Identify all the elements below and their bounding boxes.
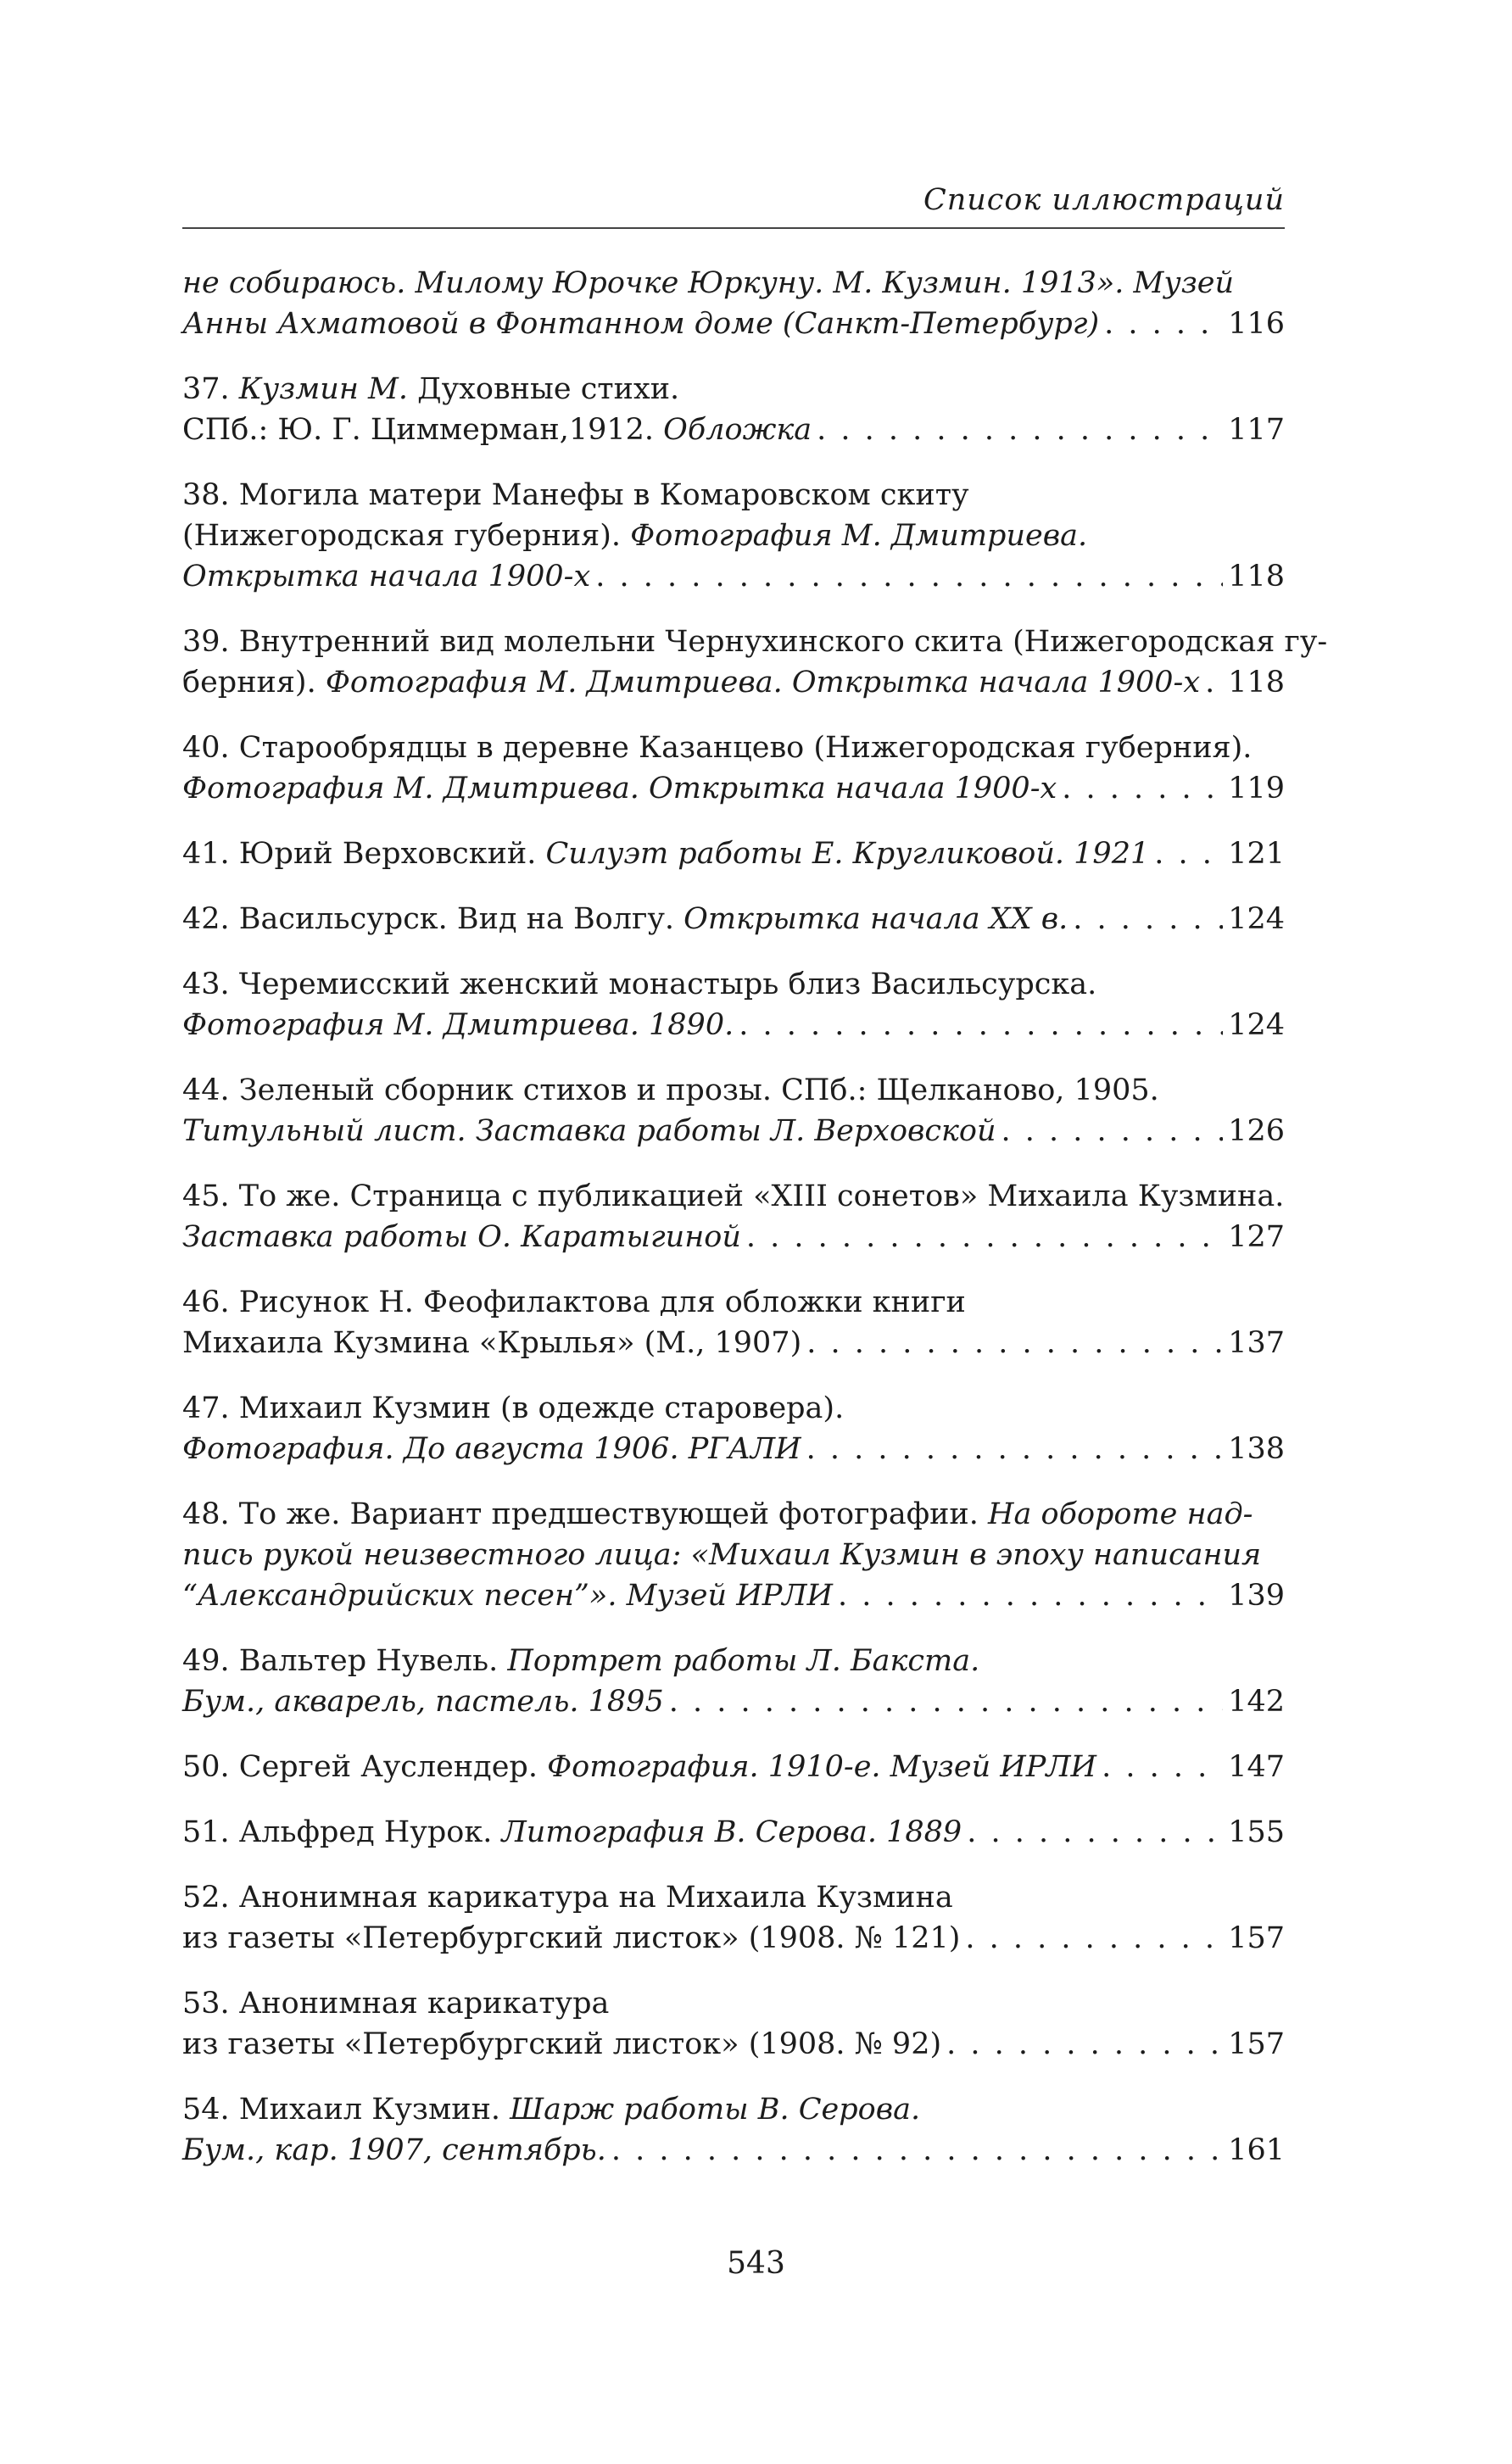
page-reference: 157	[1228, 1921, 1285, 1955]
italic-text: Заставка работы О. Каратыгиной	[182, 1220, 741, 1254]
entry-line	[182, 964, 1285, 1005]
list-entry	[182, 899, 1285, 939]
list-entry	[182, 1494, 1285, 1616]
list-entry	[182, 1983, 1285, 2065]
roman-text: 53. Анонимная карикатура	[182, 1987, 610, 2021]
entry-text	[182, 1388, 844, 1429]
entry-text	[182, 2130, 606, 2171]
entry-line	[182, 1070, 1285, 1111]
roman-text: 41. Юрий Верховский.	[182, 837, 546, 871]
entry-line	[182, 2024, 1285, 2065]
dot-leader	[1205, 662, 1223, 703]
italic-text: “Александрийских песен”». Музей ИРЛИ	[182, 1579, 833, 1613]
list-entry	[182, 1641, 1285, 1722]
entry-text	[182, 662, 1200, 703]
entry-line	[182, 1747, 1285, 1787]
italic-text: Анны Ахматовой в Фонтанном доме (Санкт-Петербург)	[182, 307, 1100, 341]
list-entry	[182, 1747, 1285, 1787]
roman-text: 49. Вальтер Нувель.	[182, 1644, 508, 1678]
entry-line	[182, 556, 1285, 597]
page-reference: 118	[1228, 560, 1285, 594]
roman-text: 40. Старообрядцы в деревне Казанцево (Нижегородская губерния).	[182, 731, 1253, 765]
entry-line	[182, 899, 1285, 939]
page-reference: 118	[1228, 666, 1285, 700]
roman-text: Михаила Кузмина «Крылья» (М., 1907)	[182, 1326, 802, 1360]
entry-line	[182, 1983, 1285, 2024]
entry-line	[182, 1535, 1285, 1575]
roman-text: Духовные стихи.	[407, 372, 680, 406]
entry-line	[182, 516, 1285, 556]
entry-text	[182, 1747, 1096, 1787]
italic-text: Фотография М. Дмитриева. Открытка начала 1900-х	[325, 666, 1201, 700]
page-reference: 127	[1228, 1220, 1285, 1254]
roman-text: 39. Внутренний вид молельни Чернухинского скита (Нижегородская гу-	[182, 625, 1328, 659]
roman-text: 52. Анонимная карикатура на Михаила Кузмина	[182, 1881, 953, 1915]
page-reference: 142	[1228, 1685, 1285, 1719]
italic-text: пись рукой неизвестного лица: «Михаил Кузмин в эпоху написания	[182, 1538, 1262, 1572]
italic-text: Фотография М. Дмитриева.	[630, 519, 1088, 553]
page-reference: 124	[1228, 1008, 1285, 1042]
entry-text	[182, 1217, 741, 1257]
entry-text	[182, 369, 679, 410]
entry-line	[182, 1282, 1285, 1323]
entry-line	[182, 833, 1285, 874]
entry-text	[182, 1282, 966, 1323]
dot-leader	[946, 2024, 1223, 2065]
roman-text: 44. Зеленый сборник стихов и прозы. СПб.: Щелканово, 1905.	[182, 1073, 1159, 1107]
entry-line	[182, 1111, 1285, 1151]
list-entry	[182, 1282, 1285, 1363]
page-reference: 126	[1228, 1114, 1285, 1148]
dot-leader	[806, 1323, 1223, 1363]
list-entry	[182, 1070, 1285, 1151]
entry-text	[182, 263, 1234, 304]
entry-text	[182, 556, 590, 597]
page-reference: 157	[1228, 2027, 1285, 2061]
entry-text	[182, 1005, 734, 1045]
dot-leader	[965, 1918, 1223, 1959]
entry-text	[182, 1812, 962, 1853]
entry-text	[182, 2089, 920, 2130]
entry-text	[182, 899, 1068, 939]
dot-leader	[1102, 1747, 1223, 1787]
page-reference: 116	[1228, 307, 1285, 341]
list-entry	[182, 1877, 1285, 1959]
entry-line	[182, 1877, 1285, 1918]
list-entry	[182, 263, 1285, 344]
entry-text	[182, 1323, 801, 1363]
entry-line	[182, 475, 1285, 516]
entry-text	[182, 1429, 801, 1469]
entry-line	[182, 1918, 1285, 1959]
italic-text: Кузмин М.	[238, 372, 408, 406]
roman-text: (Нижегородская губерния).	[182, 519, 631, 553]
entry-text	[182, 1918, 960, 1959]
dot-leader	[611, 2130, 1223, 2171]
roman-text: 54. Михаил Кузмин.	[182, 2093, 511, 2127]
dot-leader	[595, 556, 1223, 597]
entry-text	[182, 1535, 1261, 1575]
entry-line	[182, 1005, 1285, 1045]
list-entry	[182, 1388, 1285, 1469]
italic-text: Фотография. До августа 1906. РГАЛИ	[182, 1432, 801, 1466]
entry-line	[182, 1323, 1285, 1363]
entry-line	[182, 369, 1285, 410]
entry-text	[182, 1575, 833, 1616]
page-number: 543	[727, 2246, 785, 2281]
roman-text: 37.	[182, 372, 239, 406]
entry-line	[182, 768, 1285, 809]
page-reference: 155	[1228, 1815, 1285, 1849]
roman-text: берния).	[182, 666, 326, 700]
illustration-list	[182, 263, 1328, 2195]
page-reference: 139	[1228, 1579, 1285, 1613]
list-entry	[182, 2089, 1285, 2171]
roman-text: 47. Михаил Кузмин (в одежде старовера).	[182, 1391, 845, 1425]
italic-text: На обороте над-	[988, 1497, 1253, 1531]
list-entry	[182, 369, 1285, 450]
dot-leader	[1154, 833, 1223, 874]
entry-text	[182, 410, 812, 450]
entry-text	[182, 768, 1057, 809]
dot-leader	[746, 1217, 1223, 1257]
entry-line	[182, 410, 1285, 450]
page-reference: 161	[1228, 2133, 1285, 2167]
entry-text	[182, 475, 969, 516]
dot-leader	[1001, 1111, 1224, 1151]
italic-text: Титульный лист. Заставка работы Л. Верховской	[182, 1114, 996, 1148]
italic-text: не собираюсь. Милому Юрочке Юркуну. М. Кузмин. 1913». Музей	[182, 266, 1235, 300]
entry-text	[182, 1983, 609, 2024]
dot-leader	[669, 1681, 1223, 1722]
entry-text	[182, 1070, 1159, 1111]
dot-leader	[739, 1005, 1223, 1045]
entry-text	[182, 727, 1252, 768]
roman-text: 51. Альфред Нурок.	[182, 1815, 502, 1849]
italic-text: Фотография М. Дмитриева. Открытка начала 1900-х	[182, 772, 1057, 806]
italic-text: Бум., кар. 1907, сентябрь.	[182, 2133, 606, 2167]
entry-text	[182, 1877, 953, 1918]
list-entry	[182, 964, 1285, 1045]
roman-text: СПб.: Ю. Г. Циммерман,1912.	[182, 413, 664, 447]
dot-leader	[817, 410, 1223, 450]
list-entry	[182, 1812, 1285, 1853]
list-entry	[182, 1176, 1285, 1257]
entry-line	[182, 662, 1285, 703]
list-entry	[182, 475, 1285, 597]
entry-text	[182, 1494, 1253, 1535]
entry-text	[182, 2024, 941, 2065]
page-reference: 124	[1228, 902, 1285, 936]
page-reference: 119	[1228, 772, 1285, 806]
italic-text: Бум., акварель, пастель. 1895	[182, 1685, 664, 1719]
italic-text: Открытка начала 1900-х	[182, 560, 591, 594]
entry-line	[182, 1812, 1285, 1853]
entry-line	[182, 1388, 1285, 1429]
page-reference: 147	[1228, 1750, 1285, 1784]
page-reference: 138	[1228, 1432, 1285, 1466]
dot-leader	[967, 1812, 1223, 1853]
entry-line	[182, 2130, 1285, 2171]
roman-text: 45. То же. Страница с публикацией «XIII сонетов» Михаила Кузмина.	[182, 1179, 1285, 1213]
list-entry	[182, 727, 1285, 809]
page-reference: 137	[1228, 1326, 1285, 1360]
entry-line	[182, 1641, 1285, 1681]
dot-leader	[1062, 768, 1223, 809]
entry-text	[182, 1641, 979, 1681]
list-entry	[182, 833, 1285, 874]
dot-leader	[1104, 304, 1223, 344]
running-header: Список иллюстраций	[923, 183, 1285, 217]
entry-line	[182, 1217, 1285, 1257]
roman-text: 50. Сергей Ауслендер.	[182, 1750, 548, 1784]
italic-text: Силуэт работы Е. Кругликовой. 1921	[545, 837, 1150, 871]
entry-line	[182, 1575, 1285, 1616]
entry-text	[182, 1681, 664, 1722]
entry-text	[182, 516, 1087, 556]
italic-text: Обложка	[663, 413, 812, 447]
dot-leader	[806, 1429, 1224, 1469]
entry-text	[182, 1176, 1284, 1217]
header-rule	[182, 227, 1285, 229]
italic-text: Фотография. 1910-е. Музей ИРЛИ	[547, 1750, 1097, 1784]
entry-line	[182, 1429, 1285, 1469]
roman-text: 38. Могила матери Манефы в Комаровском скиту	[182, 478, 969, 512]
roman-text: из газеты «Петербургский листок» (1908. № 121)	[182, 1921, 961, 1955]
roman-text: 42. Васильсурск. Вид на Волгу.	[182, 902, 684, 936]
entry-text	[182, 622, 1327, 662]
entry-line	[182, 1494, 1285, 1535]
entry-text	[182, 1111, 996, 1151]
italic-text: Шарж работы В. Серова.	[510, 2093, 921, 2127]
italic-text: Фотография М. Дмитриева. 1890.	[182, 1008, 734, 1042]
dot-leader	[838, 1575, 1223, 1616]
entry-line	[182, 1681, 1285, 1722]
entry-line	[182, 263, 1285, 304]
entry-text	[182, 833, 1149, 874]
entry-text	[182, 304, 1099, 344]
page-reference: 117	[1228, 413, 1285, 447]
dot-leader	[1073, 899, 1223, 939]
italic-text: Портрет работы Л. Бакста.	[507, 1644, 980, 1678]
italic-text: Открытка начала XX в.	[683, 902, 1068, 936]
list-entry	[182, 622, 1328, 703]
roman-text: 46. Рисунок Н. Феофилактова для обложки книги	[182, 1285, 966, 1319]
entry-line	[182, 2089, 1285, 2130]
roman-text: 48. То же. Вариант предшествующей фотографии.	[182, 1497, 988, 1531]
entry-line	[182, 304, 1285, 344]
entry-line	[182, 727, 1285, 768]
roman-text: 43. Черемисский женский монастырь близ Васильсурска.	[182, 967, 1097, 1001]
entry-text	[182, 964, 1096, 1005]
entry-line	[182, 1176, 1285, 1217]
page-reference: 121	[1228, 837, 1285, 871]
italic-text: Литография В. Серова. 1889	[501, 1815, 962, 1849]
entry-line	[182, 622, 1328, 662]
roman-text: из газеты «Петербургский листок» (1908. № 92)	[182, 2027, 942, 2061]
